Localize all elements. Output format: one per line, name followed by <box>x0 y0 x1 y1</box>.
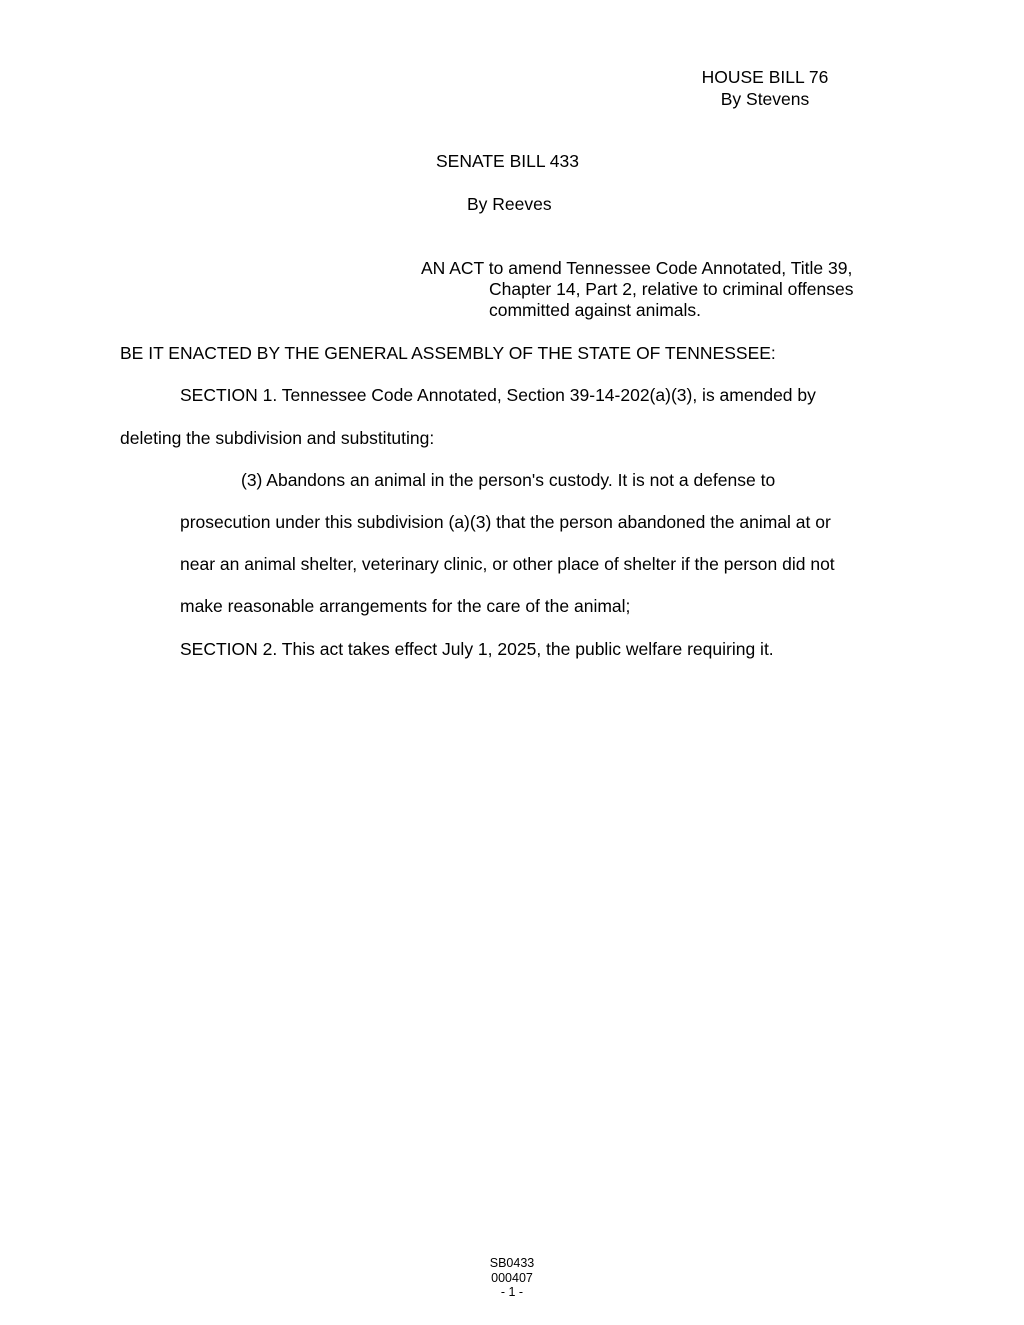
house-bill-number: HOUSE BILL 76 <box>701 67 829 87</box>
act-caption-continuation <box>489 279 853 321</box>
act-caption-line-3: committed against animals. <box>489 300 702 320</box>
footer-page-number: - 1 - <box>500 1285 524 1299</box>
senate-bill-sponsor: By Reeves <box>467 194 552 214</box>
footer-doc-number: 000407 <box>491 1270 533 1285</box>
enacting-clause: BE IT ENACTED BY THE GENERAL ASSEMBLY OF THE STATE OF TENNESSEE: <box>120 343 776 363</box>
footer-bill-code: SB0433 <box>489 1256 535 1270</box>
section-1-line-1: SECTION 1. Tennessee Code Annotated, Section 39-14-202(a)(3), is amended by <box>180 385 816 405</box>
subdivision-line-3: near an animal shelter, veterinary clinic, or other place of shelter if the person did not <box>180 554 835 574</box>
subdivision-line-4: make reasonable arrangements for the care of the animal; <box>180 596 631 616</box>
page-footer <box>462 1256 562 1300</box>
senate-bill-number: SENATE BILL 433 <box>436 151 579 171</box>
house-bill-sponsor: By Stevens <box>720 89 810 109</box>
subdivision-line-1: (3) Abandons an animal in the person's custody. It is not a defense to <box>241 470 776 490</box>
section-1-line-2: deleting the subdivision and substituting: <box>120 428 435 448</box>
house-bill-header <box>680 66 850 110</box>
subdivision-line-2: prosecution under this subdivision (a)(3) that the person abandoned the animal at or <box>180 512 831 532</box>
act-caption-line-1: AN ACT to amend Tennessee Code Annotated, Title 39, <box>421 258 853 278</box>
act-caption-line-2: Chapter 14, Part 2, relative to criminal offenses <box>489 279 854 299</box>
section-2: SECTION 2. This act takes effect July 1, 2025, the public welfare requiring it. <box>180 639 774 659</box>
